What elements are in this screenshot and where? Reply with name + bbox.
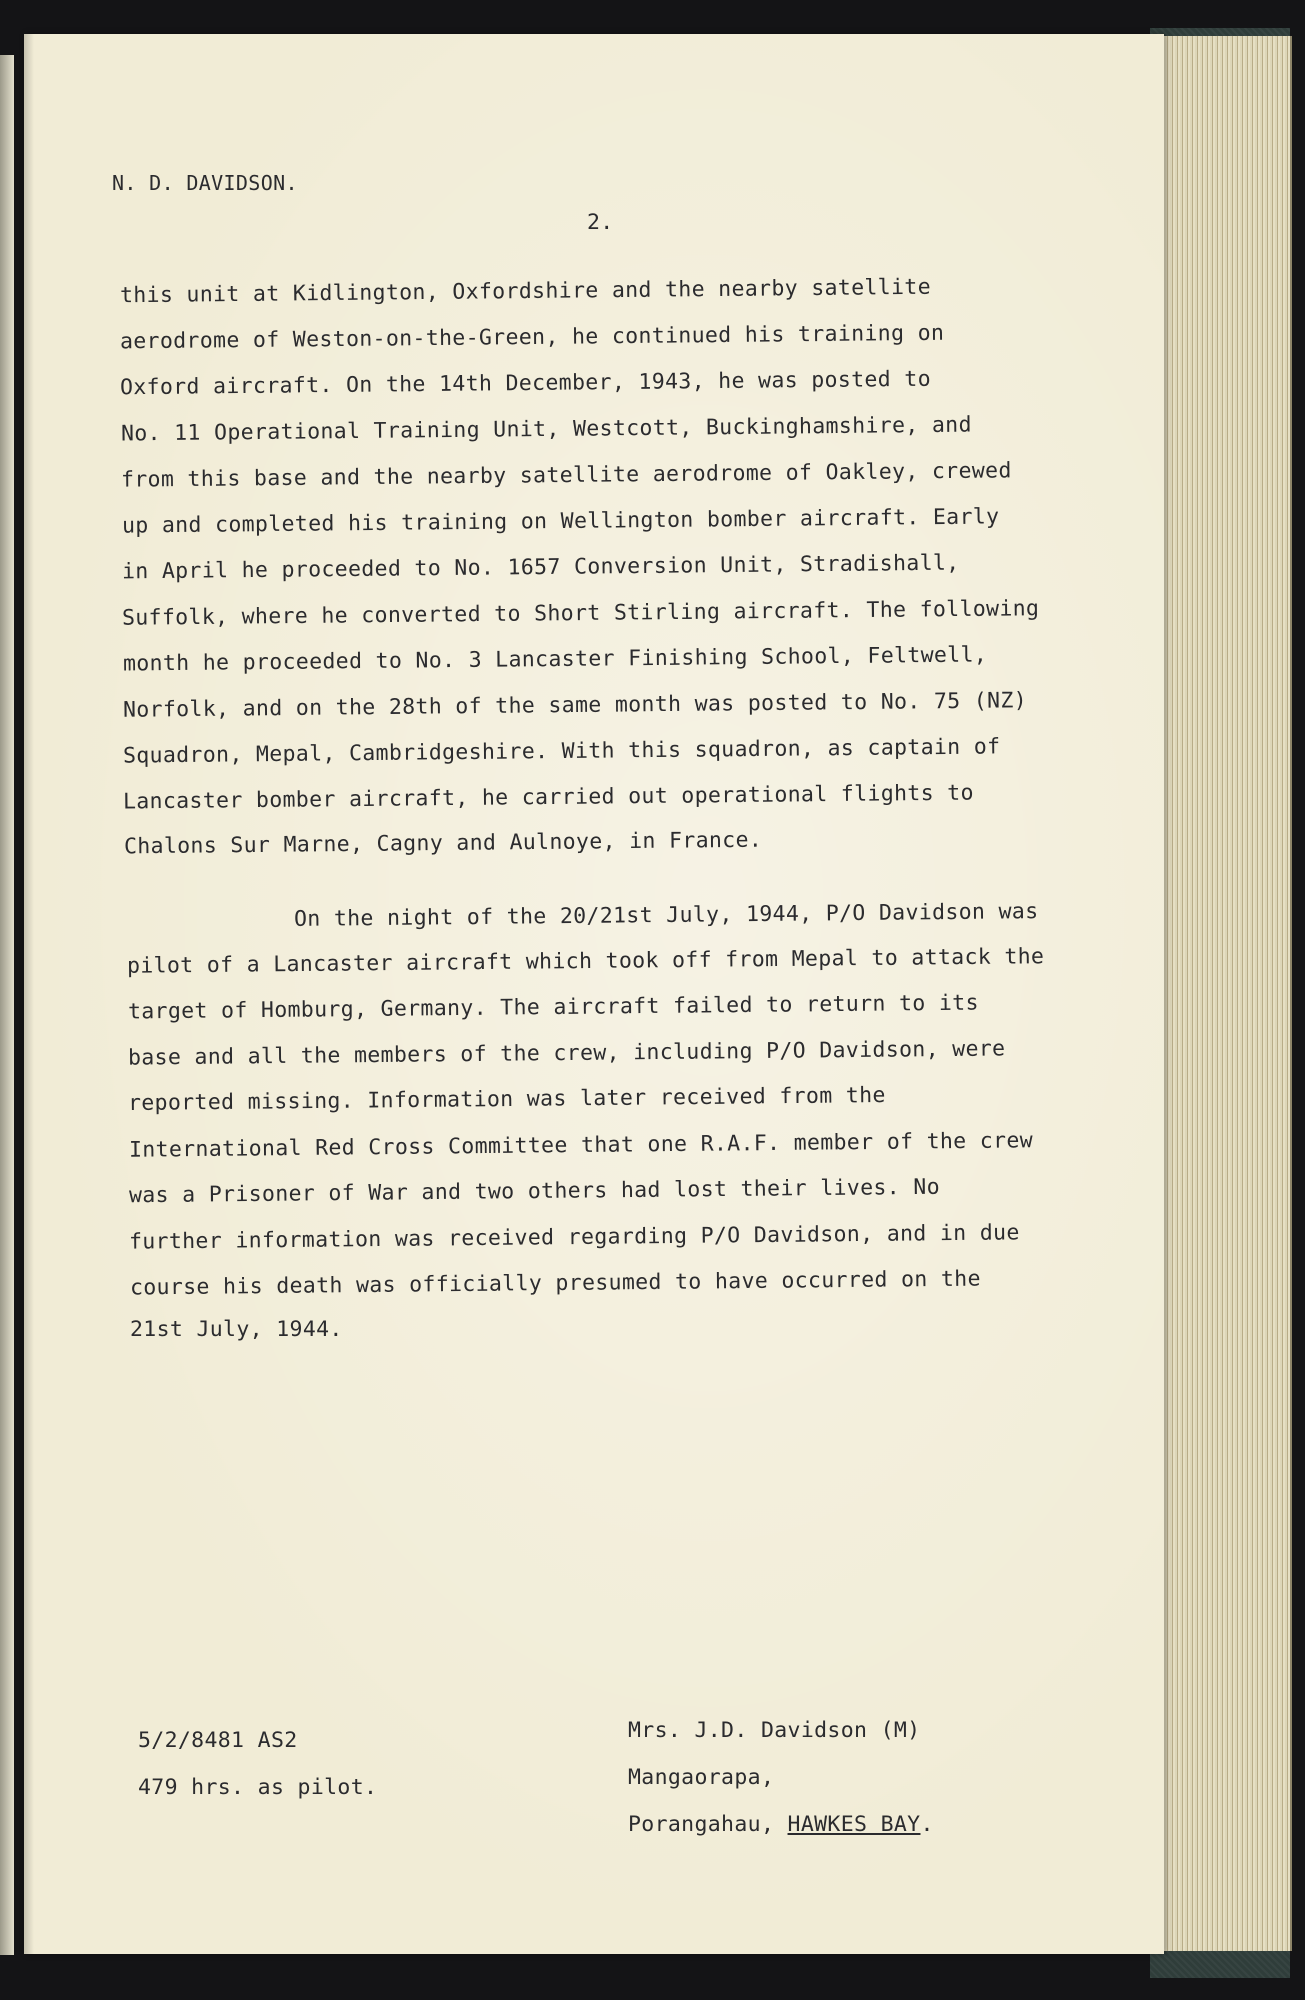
paragraph-2-line: International Red Cross Committee that one R.A.F. member of the crew: [128, 1128, 1034, 1163]
header-name: N. D. DAVIDSON.: [112, 171, 298, 195]
page-gutter-shadow: [24, 34, 34, 1954]
paragraph-1-line: Lancaster bomber aircraft, he carried out operational flights to: [122, 780, 974, 815]
paragraph-2-line: pilot of a Lancaster aircraft which took off from Mepal to attack the: [126, 944, 1045, 979]
paragraph-1-line: aerodrome of Weston-on-the-Green, he continued his training on: [119, 320, 945, 355]
flying-hours: 479 hrs. as pilot.: [138, 1775, 378, 1800]
next-of-kin: Mrs. J.D. Davidson (M): [628, 1718, 921, 1743]
paragraph-1-line: month he proceeded to No. 3 Lancaster Finishing School, Feltwell,: [122, 642, 988, 677]
paragraph-2-line: further information was received regarding P/O Davidson, and in due: [128, 1220, 1020, 1255]
address-line-2: [628, 1812, 934, 1837]
adjacent-page-edge: [0, 55, 14, 1955]
paragraph-2-line: reported missing. Information was later received from the: [127, 1083, 886, 1116]
address-region: HAWKES BAY: [787, 1812, 921, 1837]
document-page: [24, 34, 1164, 1954]
paragraph-2-line: On the night of the 20/21st July, 1944, P/O Davidson was: [293, 899, 1039, 932]
paragraph-1-line: Oxford aircraft. On the 14th December, 1943, he was posted to: [119, 366, 932, 401]
address-locality: Porangahau,: [628, 1812, 788, 1837]
address-line-1: Mangaorapa,: [628, 1765, 775, 1790]
page-number: 2.: [587, 210, 614, 235]
file-reference: 5/2/8481 AS2: [138, 1728, 298, 1753]
paragraph-2-line: course his death was officially presumed to have occurred on the: [129, 1266, 981, 1301]
paragraph-1-line: Norfolk, and on the 28th of the same month was posted to No. 75 (NZ): [122, 688, 1028, 723]
paragraph-1-line: this unit at Kidlington, Oxfordshire and the nearby satellite: [119, 274, 932, 309]
paragraph-2-line: base and all the members of the crew, including P/O Davidson, were: [127, 1036, 1006, 1071]
paragraph-1-line: No. 11 Operational Training Unit, Westcott, Buckinghamshire, and: [120, 412, 972, 447]
page-stack-edge: [1150, 36, 1292, 1951]
paragraph-1-line: from this base and the nearby satellite aerodrome of Oakley, crewed: [120, 458, 1012, 493]
paragraph-2-line: target of Homburg, Germany. The aircraft failed to return to its: [127, 990, 979, 1025]
address-period: .: [920, 1812, 934, 1837]
paragraph-2-line: 21st July, 1944.: [130, 1317, 343, 1342]
paragraph-1-line: Chalons Sur Marne, Cagny and Aulnoye, in France.: [123, 827, 763, 860]
paragraph-1-line: in April he proceeded to No. 1657 Conversion Unit, Stradishall,: [121, 550, 960, 585]
paragraph-2-line: was a Prisoner of War and two others had lost their lives. No: [128, 1174, 941, 1209]
paragraph-1-line: up and completed his training on Wellington bomber aircraft. Early: [121, 504, 1000, 539]
paragraph-1-line: Squadron, Mepal, Cambridgeshire. With this squadron, as captain of: [122, 734, 1001, 769]
paragraph-1-line: Suffolk, where he converted to Short Stirling aircraft. The following: [121, 596, 1040, 631]
